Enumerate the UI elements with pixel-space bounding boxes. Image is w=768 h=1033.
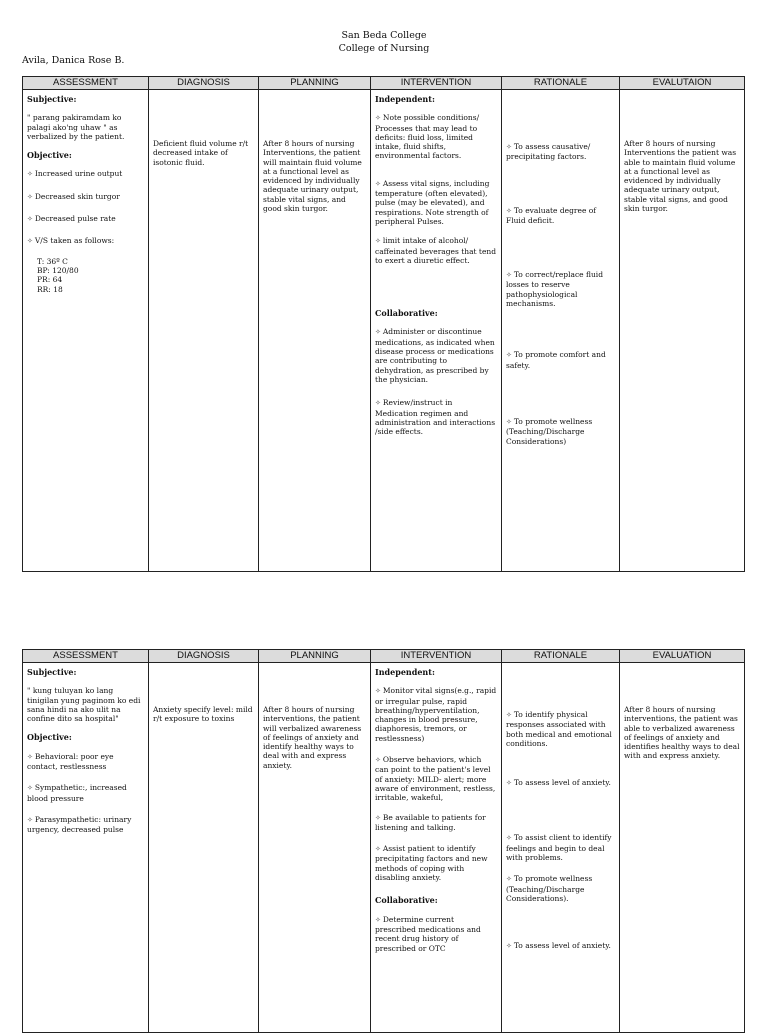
header-diagnosis: DIAGNOSIS [149,650,259,663]
assessment-cell [23,90,149,572]
bullet-icon: ✧ [506,942,512,951]
school-name: San Beda College [341,30,427,41]
evaluation-cell: After 8 hours of nursing Interventions the patient was able to maintain fluid volume at a functional level as evidenced by individually adequate urinary output, stable vital signs, and good skin turgor. [620,90,745,572]
care-plan-table-2 [22,649,745,1033]
objective-item: Decreased skin turgor [34,191,120,201]
bullet-icon: ✧ [375,845,381,854]
header-rationale: RATIONALE [502,650,620,663]
bullet-icon: ✧ [506,779,512,788]
header-evaluation: EVALUATION [620,650,745,663]
rationale-item: To evaluate degree of Fluid deficit. [506,205,597,225]
intervention-cell [371,90,502,572]
intervention-item: Observe behaviors, which can point to the patient's level of anxiety: MILD- alert; more aware of environment, restless, irritable, wakeful, [375,755,496,803]
header-rationale: RATIONALE [502,77,620,90]
objective-item: Parasympathetic: urinary urgency, decreased pulse [27,814,132,835]
rationale-item: To correct/replace fluid losses to reserve pathophysiological mechanisms. [506,270,604,309]
bullet-icon: ✧ [506,271,512,280]
bullet-icon: ✧ [27,215,33,224]
table-row [23,90,745,572]
bullet-icon: ✧ [375,237,381,246]
header-intervention: INTERVENTION [371,650,502,663]
table-header-row [23,77,745,90]
bullet-icon: ✧ [375,179,381,188]
rationale-item: To promote comfort and safety. [506,350,606,370]
objective-item: Behavioral: poor eye contact, restlessness [27,751,114,772]
intervention-item: Monitor vital signs(e.g., rapid or irregular pulse, rapid breathing/hyperventilation, changes in blood pressure, diaphoresis, tremors, or restlessness) [375,686,497,743]
bullet-icon: ✧ [27,815,33,824]
bullet-icon: ✧ [375,813,381,822]
header-planning: PLANNING [259,650,371,663]
college-name: College of Nursing [338,43,430,54]
objective-item: Increased urine output [34,169,123,179]
independent-label: Independent: [375,94,435,104]
bullet-icon: ✧ [375,114,381,123]
document-header [0,29,768,55]
intervention-item: limit intake of alcohol/ caffeinated beverages that tend to exert a diuretic effect. [375,236,497,265]
intervention-item: Determine current prescribed medications and recent drug history of prescribed or OTC [375,914,481,953]
diagnosis-cell: Deficient fluid volume r/t decreased intake of isotonic fluid. [149,90,259,572]
bullet-icon: ✧ [506,834,512,843]
rationale-item: To assess level of anxiety. [513,778,611,788]
bullet-icon: ✧ [27,237,33,246]
header-assessment: ASSESSMENT [23,77,149,90]
intervention-item: Assess vital signs, including temperature (often elevated), pulse (may be elevated), and respirations. Note strength of peripheral Pulses. [375,178,490,226]
bullet-icon: ✧ [506,711,512,719]
header-planning: PLANNING [259,77,371,90]
bullet-icon: ✧ [27,170,33,179]
rationale-cell [502,90,620,572]
student-name: Avila, Danica Rose B. [22,55,125,66]
bullet-icon: ✧ [375,687,381,696]
assessment-cell [23,663,149,1033]
bullet-icon: ✧ [375,756,381,765]
objective-item: Decreased pulse rate [34,214,116,224]
bullet-icon: ✧ [506,143,512,151]
bullet-icon: ✧ [27,752,33,761]
bullet-icon: ✧ [506,417,512,426]
intervention-item: Assist patient to identify precipitating factors and new methods of coping with disabling anxiety. [375,844,488,883]
intervention-item: Review/instruct in Medication regimen and administration and interactions /side effects. [375,398,496,437]
intervention-item: Administer or discontinue medications, as indicated when disease process or medications are contributing to dehydration, as prescribed by the physician. [375,327,495,384]
bullet-icon: ✧ [506,351,512,360]
evaluation-cell: After 8 hours of nursing interventions, the patient was able to verbalized awareness of feelings of anxiety and identifies healthy ways to deal with and express anxiety. [620,663,745,1033]
planning-cell: After 8 hours of nursing interventions, the patient will verbalized awareness of feelings of anxiety and identify healthy ways to deal with and express anxiety. [259,663,371,1033]
header-evaluation: EVALUTAION [620,77,745,90]
rationale-item: To promote wellness (Teaching/Discharge Considerations). [506,874,593,903]
objective-item: Sympathetic:, increased blood pressure [27,783,127,803]
collaborative-label: Collaborative: [375,308,438,319]
care-plan-table-1 [22,76,745,572]
vital-signs: T: 36º C BP: 120/80 PR: 64 RR: 18 [37,256,79,294]
header-assessment: ASSESSMENT [23,650,149,663]
bullet-icon: ✧ [506,875,512,884]
independent-label: Independent: [375,667,435,677]
rationale-item: To assess level of anxiety. [513,941,611,951]
bullet-icon: ✧ [27,784,33,793]
subjective-text: " parang pakiramdam ko palagi ako'ng uhaw " as verbalized by the patient. [27,113,125,141]
intervention-cell [371,663,502,1033]
table-row [23,663,745,1033]
intervention-item: Note possible conditions/ Processes that may lead to deficits: fluid loss, limited intake, fluid shifts, environmental factors. [375,113,480,161]
rationale-item: To assist client to identify feelings and begin to deal with problems. [506,833,612,863]
rationale-item: To identify physical responses associated with both medical and emotional conditions. [506,710,612,748]
collaborative-label: Collaborative: [375,895,438,906]
bullet-icon: ✧ [375,915,381,924]
diagnosis-cell: Anxiety specify level: mild r/t exposure to toxins [149,663,259,1033]
header-intervention: INTERVENTION [371,77,502,90]
bullet-icon: ✧ [506,206,512,215]
rationale-item: To assess causative/ precipitating factors. [506,142,591,162]
subjective-text: " kung tuluyan ko lang tinigilan yung paginom ko edi sana hindi na ako ulit na confine dito sa hospital" [27,686,141,724]
intervention-item: Be available to patients for listening and talking. [375,812,486,832]
bullet-icon: ✧ [375,399,381,408]
bullet-icon: ✧ [27,192,33,201]
subjective-label: Subjective: [27,667,77,677]
subjective-label: Subjective: [27,94,77,104]
objective-item: V/S taken as follows: [34,236,115,246]
rationale-item: To promote wellness (Teaching/Discharge Considerations) [506,416,593,446]
planning-cell: After 8 hours of nursing Interventions, the patient will maintain fluid volume at a functional level as evidenced by individually adequate urinary output, stable vital signs, and good skin turgor. [259,90,371,572]
table-header-row [23,650,745,663]
objective-label: Objective: [27,150,72,161]
rationale-cell [502,663,620,1033]
bullet-icon: ✧ [375,328,381,337]
header-diagnosis: DIAGNOSIS [149,77,259,90]
objective-label: Objective: [27,732,72,743]
